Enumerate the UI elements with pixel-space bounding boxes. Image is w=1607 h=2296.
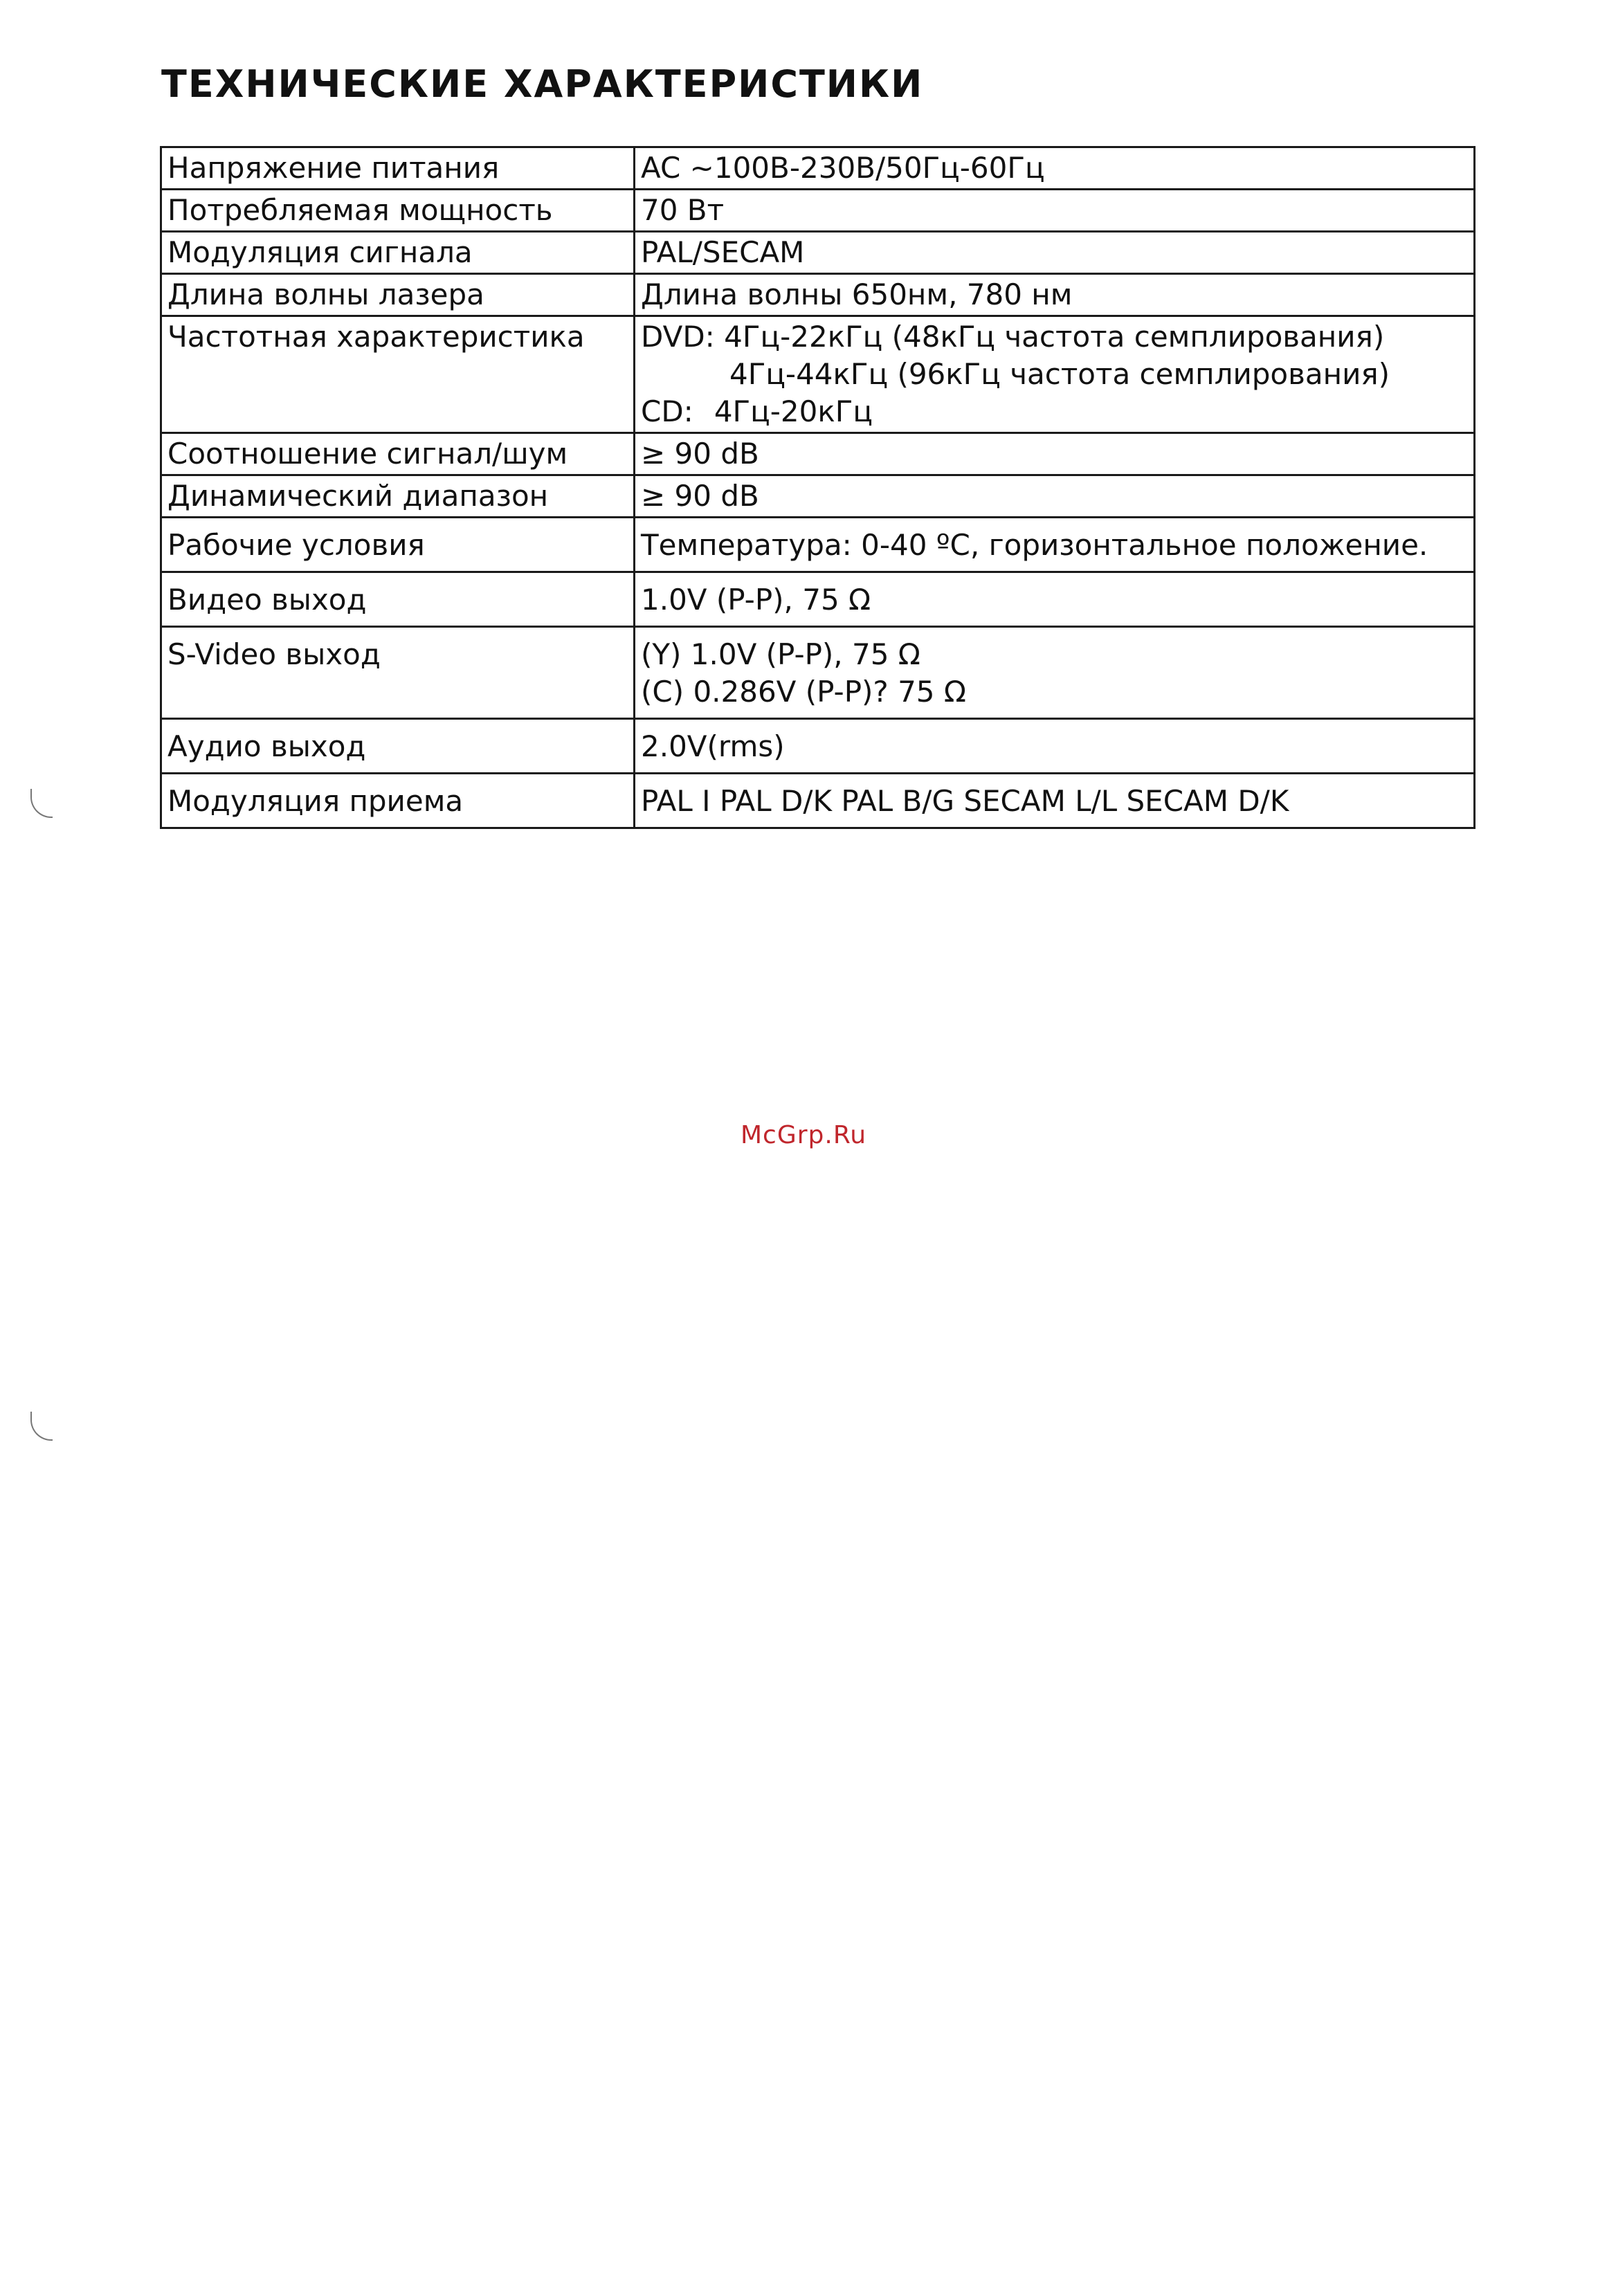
scan-punch-mark xyxy=(30,789,53,818)
spec-value-line xyxy=(641,393,1468,430)
table-row xyxy=(161,316,1475,433)
spec-value: Температура: 0-40 ºC, горизонтальное положение. xyxy=(635,518,1475,572)
table-row xyxy=(161,719,1475,774)
spec-label: Модуляция приема xyxy=(161,774,635,828)
table-row xyxy=(161,572,1475,627)
spec-label: Соотношение сигнал/шум xyxy=(161,433,635,475)
watermark: McGrp.Ru xyxy=(740,1121,867,1149)
cd-range: 4Гц-20кГц xyxy=(714,394,873,428)
spec-value: PAL I PAL D/K PAL B/G SECAM L/L SECAM D/K xyxy=(635,774,1475,828)
cd-prefix: CD: xyxy=(641,394,693,428)
spec-value: 70 Вт xyxy=(635,190,1475,232)
spec-value-line: (C) 0.286V (P-P)? 75 Ω xyxy=(641,675,966,709)
spec-value: Длина волны 650нм, 780 нм xyxy=(635,274,1475,316)
spec-label: Рабочие условия xyxy=(161,518,635,572)
scan-punch-mark xyxy=(30,1412,53,1441)
spec-value: 2.0V(rms) xyxy=(635,719,1475,774)
table-row xyxy=(161,147,1475,190)
table-row xyxy=(161,433,1475,475)
spec-label: Видео выход xyxy=(161,572,635,627)
spec-label: Потребляемая мощность xyxy=(161,190,635,232)
table-row xyxy=(161,627,1475,719)
specifications-table xyxy=(160,146,1476,829)
spec-value-line: 4Гц-44кГц (96кГц частота семплирования) xyxy=(729,357,1390,391)
table-row xyxy=(161,274,1475,316)
spec-label: Аудио выход xyxy=(161,719,635,774)
table-row xyxy=(161,518,1475,572)
spec-label: Частотная характеристика xyxy=(161,316,635,433)
spec-value: AC ~100В-230В/50Гц-60Гц xyxy=(635,147,1475,190)
spec-label: Длина волны лазера xyxy=(161,274,635,316)
table-row xyxy=(161,774,1475,828)
spec-value: ≥ 90 dB xyxy=(635,475,1475,518)
table-row xyxy=(161,190,1475,232)
spec-label: Модуляция сигнала xyxy=(161,232,635,274)
spec-label: S-Video выход xyxy=(161,627,635,719)
spec-label: Напряжение питания xyxy=(161,147,635,190)
table-row xyxy=(161,232,1475,274)
spec-value: 1.0V (P-P), 75 Ω xyxy=(635,572,1475,627)
spec-value: PAL/SECAM xyxy=(635,232,1475,274)
spec-value: ≥ 90 dB xyxy=(635,433,1475,475)
page-title: ТЕХНИЧЕСКИЕ ХАРАКТЕРИСТИКИ xyxy=(161,62,924,106)
spec-value-line: DVD: 4Гц-22кГц (48кГц частота семплирования) xyxy=(641,320,1385,354)
spec-value-multiline xyxy=(635,627,1475,719)
spec-label: Динамический диапазон xyxy=(161,475,635,518)
table-row xyxy=(161,475,1475,518)
spec-value-multiline xyxy=(635,316,1475,433)
spec-value-line: (Y) 1.0V (P-P), 75 Ω xyxy=(641,637,920,671)
